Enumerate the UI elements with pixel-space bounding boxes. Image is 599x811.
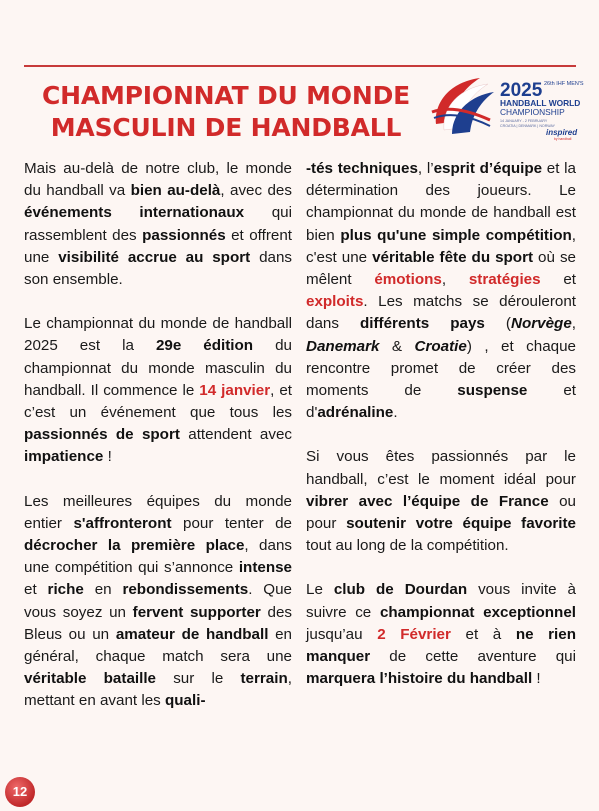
paragraph [24, 313, 292, 468]
text-run: dans son ensemble. [24, 248, 293, 289]
text-run: , avec des [220, 182, 292, 200]
logo-slogan-sub: by handball [554, 137, 572, 141]
emphasis: quali- [165, 692, 206, 710]
title-line-2: MASCULIN DE HANDBALL [50, 113, 402, 142]
logo-line-2: CHAMPIONSHIP [500, 107, 565, 117]
text-run: sur le [156, 670, 241, 688]
logo-year: 2025 [500, 80, 543, 101]
text-run: et à [450, 625, 516, 643]
emphasis: adrénaline [317, 404, 394, 422]
text-run: et offrent une [24, 226, 293, 266]
text-run: , c'est une [306, 226, 576, 266]
emphasis: soutenir votre équipe favorite [346, 515, 577, 533]
text-run: Le [306, 581, 334, 599]
logo-line-1: HANDBALL WORLD [500, 98, 581, 108]
paragraph [24, 491, 292, 713]
emphasis: 29e édition [155, 337, 254, 355]
emphasis: plus qu'une simple compétition [340, 226, 572, 244]
text-run: Le championnat du monde de handball 2025 est la [24, 315, 292, 355]
text-run: de cette aventure qui [370, 648, 576, 666]
emphasis: bien au-delà [130, 182, 221, 200]
text-run: jusqu’au [306, 625, 378, 643]
emphasis: terrain [240, 670, 288, 688]
highlight-red: émotions [374, 271, 442, 289]
text-run: . Que vous soyez un [24, 581, 292, 621]
text-run: . Les matchs se dérouleront dans [306, 293, 576, 333]
emphasis: ne rien manquer [306, 625, 577, 666]
text-run: Les meilleures équipes du monde entier [24, 492, 292, 532]
text-run: en [83, 581, 123, 599]
text-run: Mais au-delà de notre club, le monde du handball va [24, 160, 292, 200]
text-run: et d' [306, 382, 576, 422]
header-rule [24, 65, 576, 67]
emphasis: visibilité accrue au sport [58, 248, 251, 266]
page-number: 12 [12, 784, 28, 799]
paragraph [306, 446, 576, 557]
logo-ihf: 26th IHF MEN'S [544, 81, 584, 87]
emphasis: intense [238, 559, 292, 577]
text-run: Si vous êtes passionnés par le handball, c’est le moment idéal pour [306, 448, 576, 488]
emphasis: amateur de handball [115, 625, 269, 643]
right-column [306, 158, 576, 712]
text-run: des Bleus ou un [24, 603, 292, 643]
emphasis: suspense [457, 382, 528, 400]
emphasis: s'affronteront [73, 514, 172, 532]
paragraph [306, 158, 576, 424]
emphasis: riche [47, 581, 84, 599]
emphasis: impatience [24, 448, 104, 466]
emphasis: Norvège [511, 315, 572, 333]
emphasis: décrocher la première place [24, 537, 245, 555]
page-title [26, 80, 426, 144]
text-run: ( [484, 315, 511, 333]
logo-slogan: inspired [546, 128, 578, 137]
title-line-1: CHAMPIONNAT DU MONDE [41, 81, 411, 110]
emphasis: esprit d’équipe [433, 160, 543, 177]
text-run: attendent avec [179, 426, 292, 444]
text-run: , [571, 315, 577, 333]
emphasis: Danemark [306, 337, 380, 355]
emphasis: événements internationaux [24, 204, 245, 222]
text-run: , mettant en avant les [24, 670, 292, 710]
left-column [24, 158, 292, 735]
emphasis: -tés techniques [306, 160, 418, 177]
text-run: du championnat du monde masculin du handball. Il commence le [24, 337, 292, 399]
emphasis: rebondissements [122, 581, 249, 599]
logo-dates: 14 JANUARY - 2 FEBRUARY [500, 119, 548, 123]
text-run: , et c’est un événement que tous les [24, 381, 292, 422]
text-run: et [24, 581, 48, 599]
text-run: , l’ [417, 160, 434, 177]
emphasis: passionnés [142, 226, 226, 244]
text-run: et la détermination des joueurs. Le championnat du monde de handball est bien [306, 160, 576, 244]
text-run: tout au long de la compétition. [306, 537, 509, 555]
emphasis: différents pays [360, 315, 485, 333]
text-run: & [379, 337, 415, 355]
logo-hosts: CROATIA | DENMARK | NORWAY [500, 124, 556, 128]
championship-logo [428, 72, 584, 142]
emphasis: fervent supporter [132, 603, 261, 621]
highlight-red: 2 Février [377, 625, 451, 643]
highlight-red: exploits [306, 293, 364, 311]
flag-swoosh-icon [432, 78, 494, 134]
text-run: pour tenter de [171, 514, 292, 532]
text-run: qui rassemblent des [24, 204, 292, 244]
text-run: où se mêlent [306, 248, 576, 289]
paragraph [24, 158, 292, 291]
text-run: en général, chaque match sera une [24, 625, 292, 666]
emphasis: vibrer avec l’équipe de France [306, 492, 549, 510]
text-run: . [393, 404, 398, 422]
emphasis: véritable bataille [24, 670, 156, 688]
highlight-red: 14 janvier [199, 381, 271, 399]
emphasis: marquera l’histoire du handball [306, 670, 533, 688]
emphasis: passionnés de sport [24, 426, 180, 444]
emphasis: championnat exceptionnel [379, 603, 576, 621]
paragraph [306, 579, 576, 690]
text-run: ) , et chaque rencontre promet de créer des moments de [306, 337, 576, 400]
text-run: et [540, 271, 576, 289]
highlight-red: stratégies [468, 271, 541, 289]
text-run: , dans une compétition qui s’annonce [24, 537, 292, 577]
text-run: ou pour [306, 492, 576, 533]
text-run: ! [532, 670, 541, 688]
text-run: , [441, 271, 469, 289]
text-run: vous invite à suivre ce [306, 581, 576, 621]
emphasis: véritable fête du sport [372, 248, 534, 266]
emphasis: Croatie [414, 337, 467, 355]
text-run: ! [103, 448, 112, 466]
emphasis: club de Dourdan [333, 581, 468, 599]
page-number-badge [5, 777, 35, 807]
